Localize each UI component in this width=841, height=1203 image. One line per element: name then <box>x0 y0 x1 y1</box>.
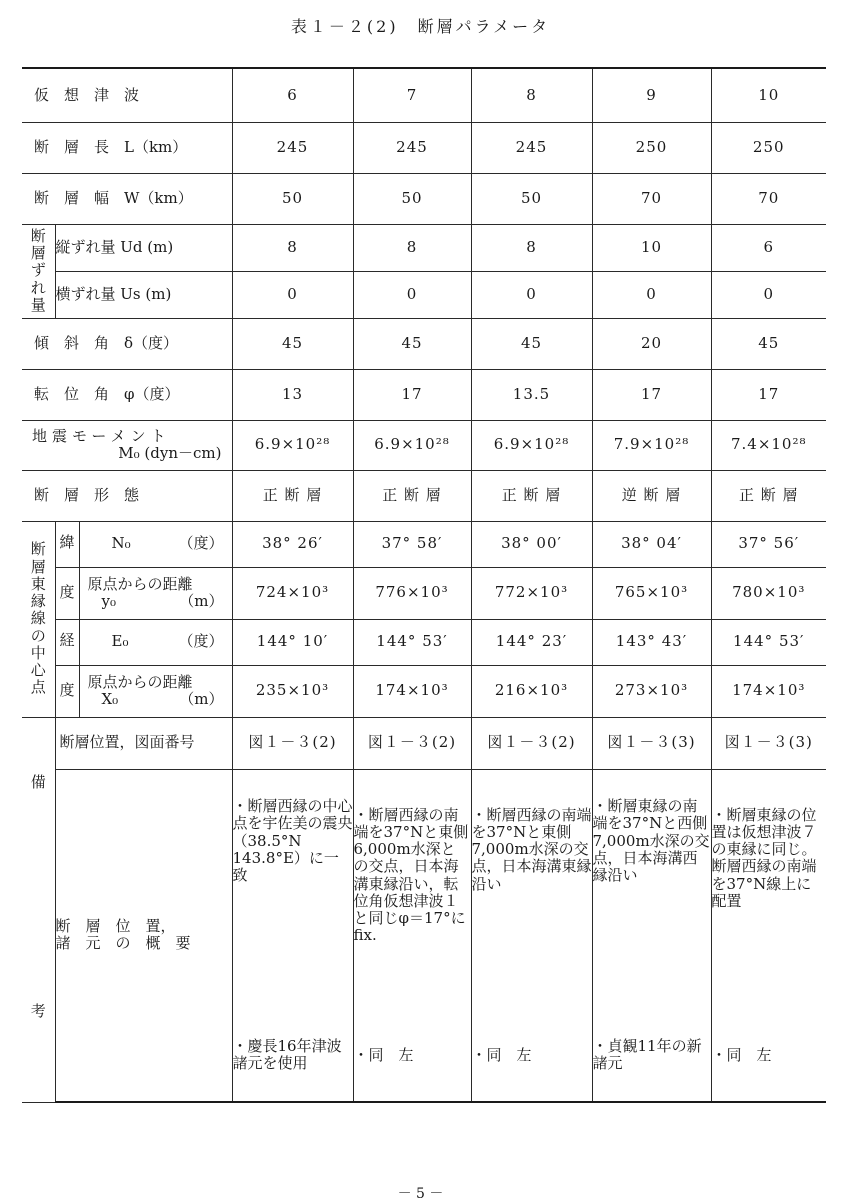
table-cell: 724×10³ <box>232 567 353 619</box>
label-char: の <box>30 626 46 645</box>
page-title: 表１－２(2) 断層パラメータ <box>290 17 551 36</box>
row-label <box>22 420 232 470</box>
table-cell: 50 <box>471 173 592 224</box>
row-label: 転 位 角 φ（度） <box>22 369 232 420</box>
table-cell: 38° 26′ <box>232 521 353 567</box>
x0-label-line2-wrap <box>88 691 224 708</box>
header-label: 仮 想 津 波 <box>22 68 232 122</box>
table-cell: 0 <box>592 271 711 318</box>
label-char: 心 <box>30 661 46 680</box>
table-cell: 45 <box>353 318 471 369</box>
moment-label-line1: 地震モーメント <box>32 426 171 445</box>
table-cell: 7.9×10²⁸ <box>592 420 711 470</box>
row-label: 傾 斜 角 δ（度） <box>22 318 232 369</box>
table-cell: 37° 58′ <box>353 521 471 567</box>
table-cell: 235×10³ <box>232 665 353 717</box>
table-row <box>22 369 826 420</box>
table-cell: 図１－３(2) <box>353 717 471 769</box>
remarks-row <box>22 769 826 1102</box>
table-cell: 17 <box>353 369 471 420</box>
table-row <box>22 717 826 769</box>
table-cell: 7.4×10²⁸ <box>711 420 826 470</box>
remark-note: ・断層西縁の南端を37°Nと東側6,000m水深との交点，日本海溝東縁沿い，転位角仮想津波１と同じφ＝17°に fix. <box>353 805 469 945</box>
remark-source: ・貞観11年の新諸元 <box>592 1037 702 1073</box>
latitude-label-bottom: 度 <box>55 567 79 619</box>
table-cell: 45 <box>471 318 592 369</box>
table-cell: 図１－３(2) <box>471 717 592 769</box>
latitude-label-top: 緯 <box>55 521 79 567</box>
case-header: 9 <box>592 68 711 122</box>
table-cell: 273×10³ <box>592 665 711 717</box>
label-char: 断 <box>30 226 46 245</box>
x0-unit: （m） <box>179 690 224 708</box>
table-cell: 144° 23′ <box>471 619 592 665</box>
case-header: 8 <box>471 68 592 122</box>
table-cell: 50 <box>353 173 471 224</box>
table-cell: 245 <box>353 122 471 173</box>
table-cell: 0 <box>353 271 471 318</box>
table-row <box>22 122 826 173</box>
table-cell: 144° 10′ <box>232 619 353 665</box>
x0-label-line1: 原点からの距離 <box>87 672 193 691</box>
row-label: 横ずれ量 Us (m) <box>55 271 232 318</box>
table-cell: 20 <box>592 318 711 369</box>
table-cell: 正 断 層 <box>471 470 592 521</box>
y0-label: y₀ <box>101 592 116 610</box>
table-cell: 174×10³ <box>353 665 471 717</box>
label-char: 層 <box>30 557 46 576</box>
table-cell: 13 <box>232 369 353 420</box>
remarks-label-spacer <box>22 791 55 1003</box>
table-cell: 逆 断 層 <box>592 470 711 521</box>
table-cell: 38° 04′ <box>592 521 711 567</box>
header-row <box>22 68 826 122</box>
remarks-label <box>55 769 232 1102</box>
row-label: 断層位置，図面番号 <box>55 717 232 769</box>
table-cell: 216×10³ <box>471 665 592 717</box>
row-label <box>79 665 232 717</box>
table-cell: 8 <box>232 224 353 271</box>
remarks-group-label <box>22 717 55 1102</box>
table-cell: 図１－３(3) <box>711 717 826 769</box>
table-cell: 17 <box>711 369 826 420</box>
table-cell: 6.9×10²⁸ <box>353 420 471 470</box>
n0-unit: （度） <box>178 534 224 553</box>
table-cell: 0 <box>232 271 353 318</box>
remark-cell <box>353 769 471 1102</box>
y0-label-line1: 原点からの距離 <box>87 574 193 593</box>
label-char: 断 <box>30 540 46 559</box>
table-cell: 正 断 層 <box>232 470 353 521</box>
table-cell: 245 <box>471 122 592 173</box>
label-char: 東 <box>30 574 46 593</box>
table-cell: 37° 56′ <box>711 521 826 567</box>
table-row <box>22 173 826 224</box>
table-cell: 10 <box>592 224 711 271</box>
table-cell: 245 <box>232 122 353 173</box>
table-row <box>22 521 826 567</box>
x0-label: X₀ <box>101 690 119 708</box>
case-header: 10 <box>711 68 826 122</box>
table-cell: 6 <box>711 224 826 271</box>
table-cell: 45 <box>232 318 353 369</box>
table-row <box>22 665 826 717</box>
table-row <box>22 470 826 521</box>
table-cell: 6.9×10²⁸ <box>471 420 592 470</box>
row-label <box>79 521 232 567</box>
row-label: 断 層 形 態 <box>22 470 232 521</box>
remark-note: ・断層西縁の南端を37°Nと東側7,000m水深の交点，日本海溝東縁沿い <box>471 805 592 893</box>
table-cell: 50 <box>232 173 353 224</box>
table-row <box>22 420 826 470</box>
moment-label-line2: M₀ (dyn－cm) <box>118 444 222 462</box>
table-cell: 70 <box>592 173 711 224</box>
row-label <box>79 619 232 665</box>
table-cell: 8 <box>471 224 592 271</box>
table-cell: 図１－３(2) <box>232 717 353 769</box>
table-cell: 6.9×10²⁸ <box>232 420 353 470</box>
e0-unit: （度） <box>178 632 224 651</box>
table-row <box>22 271 826 318</box>
row-label: 断 層 長 L（km） <box>22 122 232 173</box>
e0-label: E₀ <box>111 632 129 651</box>
remark-cell <box>232 769 353 1102</box>
table-cell: 144° 53′ <box>353 619 471 665</box>
remark-source: ・慶長16年津波諸元を使用 <box>232 1037 342 1073</box>
label-char: ず <box>30 261 46 280</box>
y0-label-line2-wrap <box>88 593 224 610</box>
table-row <box>22 619 826 665</box>
table-cell: 13.5 <box>471 369 592 420</box>
table-row <box>22 318 826 369</box>
table-cell: 正 断 層 <box>353 470 471 521</box>
row-label: 縦ずれ量 Ud (m) <box>55 224 232 271</box>
longitude-label-bottom: 度 <box>55 665 79 717</box>
table-cell: 250 <box>592 122 711 173</box>
table-cell: 772×10³ <box>471 567 592 619</box>
fault-parameter-table <box>22 67 826 1103</box>
remark-cell <box>592 769 711 1102</box>
remark-cell <box>471 769 592 1102</box>
y0-unit: （m） <box>179 592 224 610</box>
longitude-label-top: 経 <box>55 619 79 665</box>
remark-note: ・断層東縁の位置は仮想津波７の東縁に同じ。断層西縁の南端を37°N線上に配置 <box>711 805 817 910</box>
remarks-label-line1: 断 層 位 置， <box>55 917 176 935</box>
center-point-group-label <box>22 521 55 717</box>
remark-note: ・断層東縁の南端を37°Nと西側7,000m水深の交点，日本海溝西縁沿い <box>592 797 710 884</box>
label-char: 点 <box>30 678 46 697</box>
table-cell: 正 断 層 <box>711 470 826 521</box>
remark-note: ・断層西縁の中心点を宇佐美の震央（38.5°N 143.8°E）に一致 <box>232 797 353 884</box>
table-cell: 143° 43′ <box>592 619 711 665</box>
label-char: 線 <box>30 609 46 628</box>
label-char: 層 <box>30 244 46 263</box>
label-char: 縁 <box>30 592 46 611</box>
table-cell: 70 <box>711 173 826 224</box>
remarks-label-line2: 諸 元 の 概 要 <box>55 934 191 953</box>
label-char: れ <box>30 278 46 297</box>
table-cell: 8 <box>353 224 471 271</box>
label-char: 中 <box>30 643 46 662</box>
table-row <box>22 567 826 619</box>
remarks-label-bottom: 考 <box>30 1001 46 1020</box>
case-header: 6 <box>232 68 353 122</box>
remarks-label-top: 備 <box>30 772 46 791</box>
remark-cell <box>711 769 826 1102</box>
table-cell: 250 <box>711 122 826 173</box>
remark-source: ・同 左 <box>353 1045 414 1064</box>
case-header: 7 <box>353 68 471 122</box>
table-cell: 776×10³ <box>353 567 471 619</box>
table-row <box>22 224 826 271</box>
row-label <box>79 567 232 619</box>
table-cell: 144° 53′ <box>711 619 826 665</box>
table-cell: 780×10³ <box>711 567 826 619</box>
table-cell: 図１－３(3) <box>592 717 711 769</box>
table-cell: 765×10³ <box>592 567 711 619</box>
remark-source: ・同 左 <box>711 1045 772 1064</box>
remark-source: ・同 左 <box>471 1045 532 1064</box>
table-cell: 0 <box>711 271 826 318</box>
table-cell: 45 <box>711 318 826 369</box>
table-cell: 17 <box>592 369 711 420</box>
table-cell: 0 <box>471 271 592 318</box>
table-cell: 38° 00′ <box>471 521 592 567</box>
table-cell: 174×10³ <box>711 665 826 717</box>
label-char: 量 <box>30 295 46 314</box>
slip-group-label <box>22 224 55 318</box>
row-label: 断 層 幅 W（km） <box>22 173 232 224</box>
page-number: － 5 － <box>397 1186 444 1202</box>
n0-label: N₀ <box>111 534 131 553</box>
